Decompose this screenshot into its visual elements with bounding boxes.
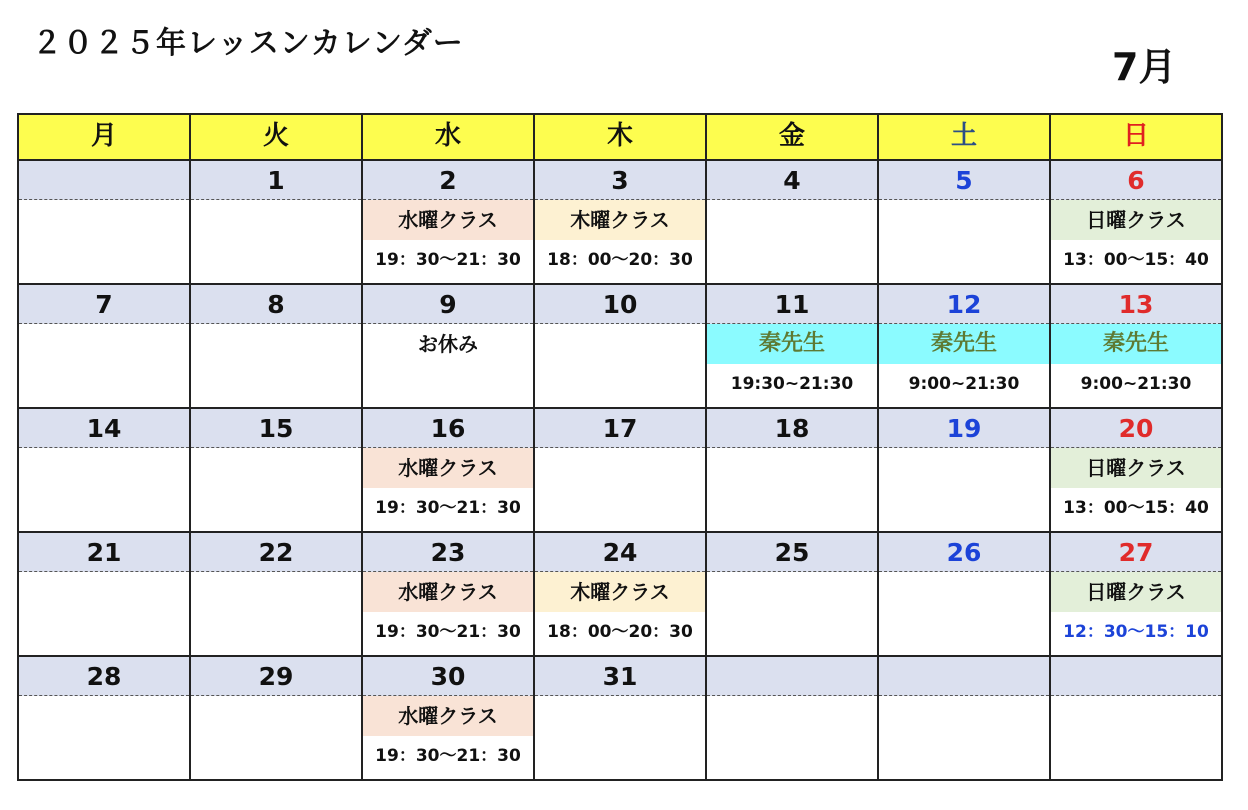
date-cell: 26 — [878, 532, 1050, 572]
event-cell — [878, 572, 1050, 657]
date-cell: 28 — [18, 656, 190, 696]
sunday-class-label: 日曜クラス — [1051, 572, 1221, 612]
thursday-class-label: 木曜クラス — [535, 572, 705, 612]
event-cell — [18, 200, 190, 285]
event-row — [18, 448, 1222, 533]
date-cell — [878, 656, 1050, 696]
teacher-time: 19:30~21:30 — [730, 374, 854, 394]
calendar-table — [17, 113, 1223, 781]
date-cell — [706, 656, 878, 696]
date-cell: 4 — [706, 160, 878, 200]
weekday-sat: 土 — [878, 114, 1050, 160]
event-cell — [190, 324, 362, 409]
class-time: 19：30〜21：30 — [375, 250, 521, 270]
date-cell: 1 — [190, 160, 362, 200]
date-row — [18, 160, 1222, 200]
weekday-thu: 木 — [534, 114, 706, 160]
date-cell: 20 — [1050, 408, 1222, 448]
event-cell — [18, 696, 190, 781]
date-cell: 21 — [18, 532, 190, 572]
date-cell — [18, 160, 190, 200]
weekday-tue: 火 — [190, 114, 362, 160]
event-cell — [878, 696, 1050, 781]
event-cell — [878, 200, 1050, 285]
event-row — [18, 696, 1222, 781]
date-cell: 30 — [362, 656, 534, 696]
wednesday-class-label: 水曜クラス — [363, 572, 533, 612]
date-cell: 10 — [534, 284, 706, 324]
event-cell — [362, 448, 534, 533]
class-time: 18：00〜20：30 — [547, 250, 693, 270]
date-cell: 12 — [878, 284, 1050, 324]
event-cell — [362, 324, 534, 409]
event-cell — [190, 572, 362, 657]
event-cell — [362, 200, 534, 285]
date-cell: 23 — [362, 532, 534, 572]
event-row — [18, 324, 1222, 409]
event-cell — [1050, 200, 1222, 285]
event-cell — [706, 696, 878, 781]
date-cell: 24 — [534, 532, 706, 572]
event-cell — [534, 448, 706, 533]
teacher-time: 9:00~21:30 — [1080, 374, 1192, 394]
date-cell: 14 — [18, 408, 190, 448]
event-cell — [190, 696, 362, 781]
date-cell: 19 — [878, 408, 1050, 448]
page-title: ２０２５年レッスンカレンダー — [32, 26, 464, 61]
date-cell: 11 — [706, 284, 878, 324]
date-row — [18, 532, 1222, 572]
event-cell — [18, 448, 190, 533]
date-cell: 15 — [190, 408, 362, 448]
event-cell — [1050, 448, 1222, 533]
date-cell: 25 — [706, 532, 878, 572]
event-cell — [534, 572, 706, 657]
weekday-mon: 月 — [18, 114, 190, 160]
event-cell — [534, 200, 706, 285]
event-cell — [190, 448, 362, 533]
teacher-label: 秦先生 — [707, 324, 877, 364]
sunday-class-label: 日曜クラス — [1051, 200, 1221, 240]
weekday-header-row — [18, 114, 1222, 160]
date-cell: 29 — [190, 656, 362, 696]
class-time: 19：30〜21：30 — [375, 746, 521, 766]
sunday-class-label: 日曜クラス — [1051, 448, 1221, 488]
event-cell — [18, 572, 190, 657]
date-cell: 16 — [362, 408, 534, 448]
event-row — [18, 572, 1222, 657]
date-cell: 5 — [878, 160, 1050, 200]
event-cell — [1050, 696, 1222, 781]
date-cell: 3 — [534, 160, 706, 200]
date-cell: 9 — [362, 284, 534, 324]
class-time: 13：00〜15：40 — [1063, 498, 1209, 518]
date-cell: 13 — [1050, 284, 1222, 324]
date-row — [18, 656, 1222, 696]
month-label: 7月 — [1112, 45, 1177, 89]
weekday-wed: 水 — [362, 114, 534, 160]
date-row — [18, 284, 1222, 324]
event-cell — [534, 696, 706, 781]
event-cell — [18, 324, 190, 409]
event-cell — [706, 448, 878, 533]
wednesday-class-label: 水曜クラス — [363, 448, 533, 488]
holiday-label: お休み — [418, 332, 478, 356]
date-cell: 18 — [706, 408, 878, 448]
event-cell — [362, 696, 534, 781]
date-cell: 27 — [1050, 532, 1222, 572]
class-time: 13：00〜15：40 — [1063, 250, 1209, 270]
event-cell — [878, 448, 1050, 533]
class-time: 19：30〜21：30 — [375, 622, 521, 642]
date-cell: 2 — [362, 160, 534, 200]
class-time-changed: 12：30〜15：10 — [1063, 622, 1209, 642]
date-cell: 8 — [190, 284, 362, 324]
teacher-label: 秦先生 — [879, 324, 1049, 364]
teacher-label: 秦先生 — [1051, 324, 1221, 364]
thursday-class-label: 木曜クラス — [535, 200, 705, 240]
class-time: 19：30〜21：30 — [375, 498, 521, 518]
event-cell — [1050, 324, 1222, 409]
event-cell — [706, 324, 878, 409]
date-cell: 17 — [534, 408, 706, 448]
event-cell — [362, 572, 534, 657]
event-cell — [1050, 572, 1222, 657]
date-cell — [1050, 656, 1222, 696]
class-time: 18：00〜20：30 — [547, 622, 693, 642]
date-cell: 31 — [534, 656, 706, 696]
date-cell: 6 — [1050, 160, 1222, 200]
weekday-sun: 日 — [1050, 114, 1222, 160]
teacher-time: 9:00~21:30 — [908, 374, 1020, 394]
event-row — [18, 200, 1222, 285]
event-cell — [878, 324, 1050, 409]
wednesday-class-label: 水曜クラス — [363, 696, 533, 736]
event-cell — [706, 200, 878, 285]
event-cell — [706, 572, 878, 657]
event-cell — [534, 324, 706, 409]
date-cell: 22 — [190, 532, 362, 572]
wednesday-class-label: 水曜クラス — [363, 200, 533, 240]
weekday-fri: 金 — [706, 114, 878, 160]
date-row — [18, 408, 1222, 448]
date-cell: 7 — [18, 284, 190, 324]
event-cell — [190, 200, 362, 285]
